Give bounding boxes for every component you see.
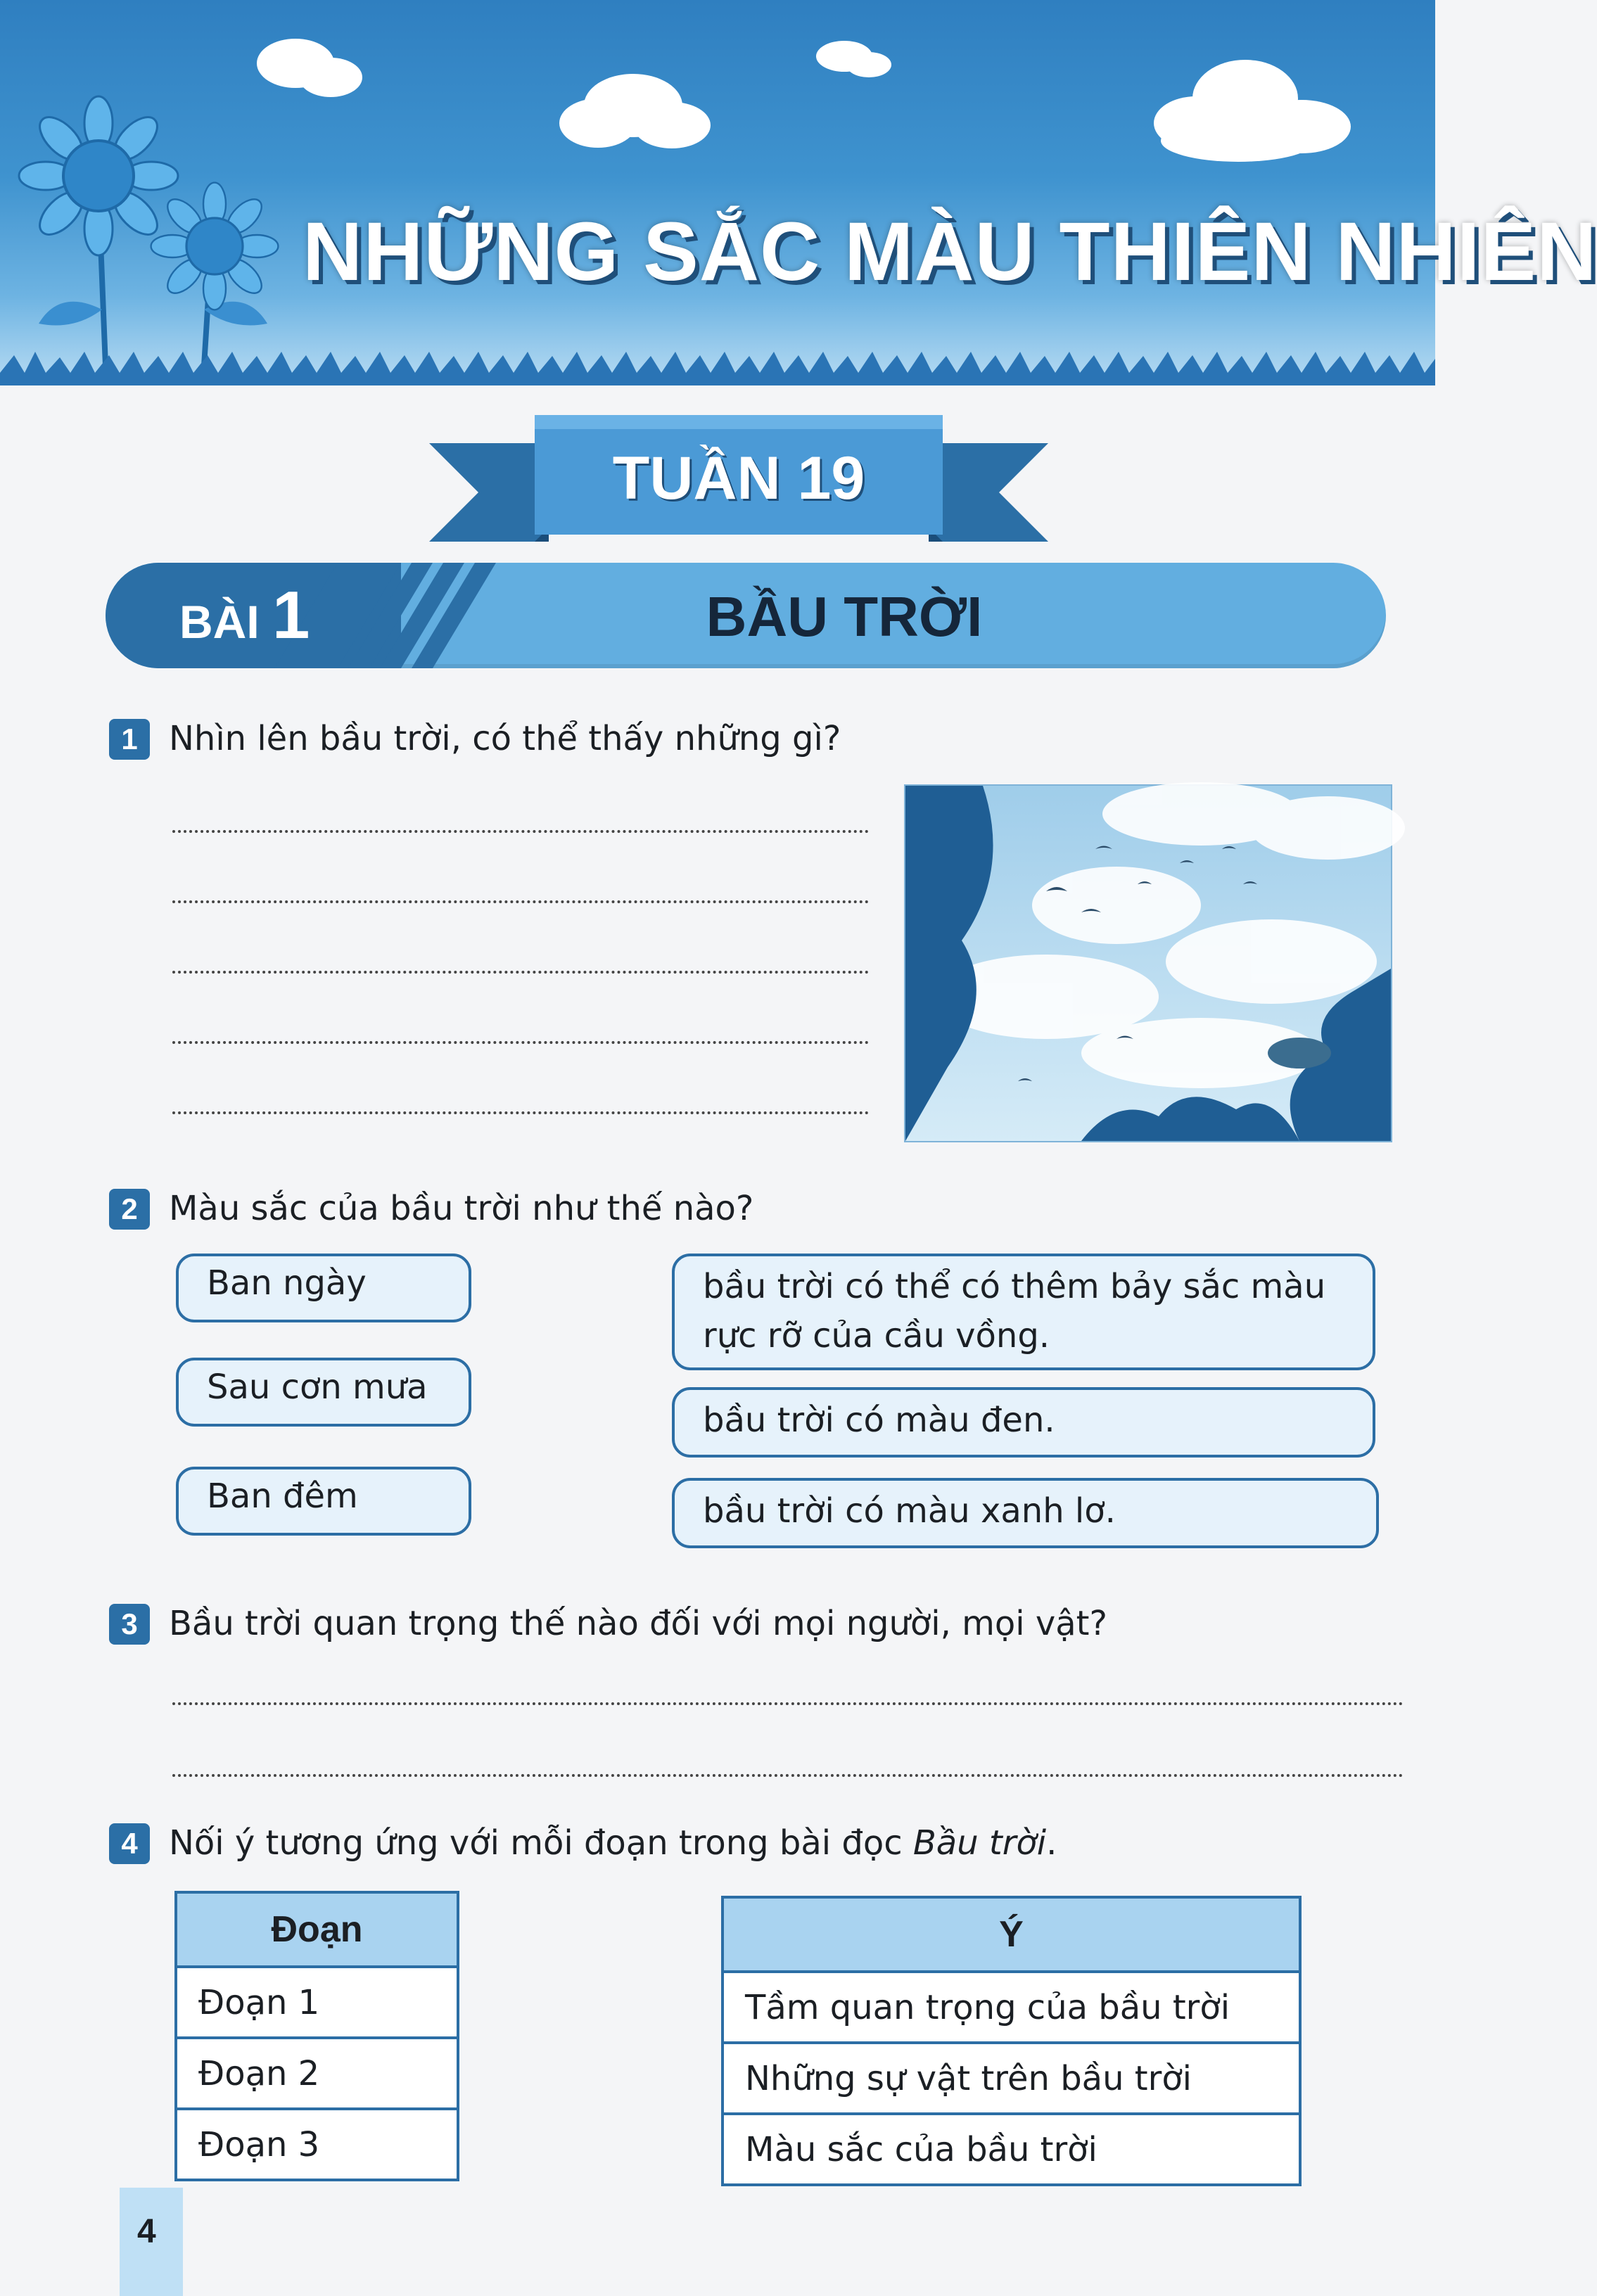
- answer-line[interactable]: [172, 971, 869, 974]
- header-banner: [0, 0, 1597, 394]
- table-row[interactable]: Đoạn 2: [176, 2038, 458, 2109]
- answer-line[interactable]: [172, 830, 869, 833]
- question-text: Màu sắc của bầu trời như thế nào?: [169, 1189, 754, 1228]
- question-number: 3: [109, 1604, 150, 1645]
- question-text-part: .: [1046, 1823, 1057, 1863]
- page-number: 4: [137, 2213, 156, 2250]
- table-header: Đoạn: [176, 1892, 458, 1967]
- answer-line[interactable]: [172, 1041, 869, 1044]
- question-text: [169, 1820, 1057, 1866]
- sunflower-icon: [19, 96, 278, 366]
- match-left-item[interactable]: Sau cơn mưa: [176, 1358, 471, 1427]
- cloud-icon: [257, 39, 1351, 162]
- idea-table: [721, 1896, 1302, 2186]
- banner-title: NHỮNG SẮC MÀU THIÊN NHIÊN: [303, 205, 1597, 298]
- question-text-part: Nối ý tương ứng với mỗi đoạn trong bài đọc: [169, 1823, 913, 1863]
- table-row[interactable]: Đoạn 1: [176, 1967, 458, 2038]
- match-right-item[interactable]: bầu trời có màu đen.: [672, 1387, 1375, 1458]
- question-number: 2: [109, 1189, 150, 1230]
- match-left-item[interactable]: Ban ngày: [176, 1254, 471, 1322]
- match-right-item[interactable]: bầu trời có màu xanh lơ.: [672, 1478, 1379, 1548]
- table-row[interactable]: Màu sắc của bầu trời: [723, 2114, 1300, 2185]
- answer-line[interactable]: [172, 1702, 1404, 1705]
- banner-illustration: [0, 0, 1597, 394]
- question-number: 4: [109, 1823, 150, 1864]
- match-right-item[interactable]: bầu trời có thể có thêm bảy sắc màu rực rỡ của cầu vồng.: [672, 1254, 1375, 1370]
- sky-illustration: [904, 784, 1392, 1142]
- paragraph-table: [174, 1891, 459, 2181]
- table-row[interactable]: Những sự vật trên bầu trời: [723, 2043, 1300, 2114]
- table-row[interactable]: Tầm quan trọng của bầu trời: [723, 1972, 1300, 2043]
- match-left-item[interactable]: Ban đêm: [176, 1467, 471, 1536]
- answer-line[interactable]: [172, 900, 869, 903]
- table-header: Ý: [723, 1897, 1300, 1972]
- lesson-number-value: 1: [272, 578, 310, 653]
- lesson-number: [179, 577, 348, 654]
- lesson-title: BẦU TRỜI: [706, 585, 983, 648]
- answer-line[interactable]: [172, 1111, 869, 1114]
- reading-title: Bầu trời: [912, 1823, 1047, 1863]
- answer-line[interactable]: [172, 1774, 1404, 1777]
- question-number: 1: [109, 719, 150, 760]
- week-label: TUẦN 19: [612, 445, 865, 512]
- table-row[interactable]: Đoạn 3: [176, 2109, 458, 2180]
- question-text: Nhìn lên bầu trời, có thể thấy những gì?: [169, 719, 841, 758]
- question-text: Bầu trời quan trọng thế nào đối với mọi người, mọi vật?: [169, 1604, 1107, 1643]
- lesson-prefix: BÀI: [179, 596, 260, 648]
